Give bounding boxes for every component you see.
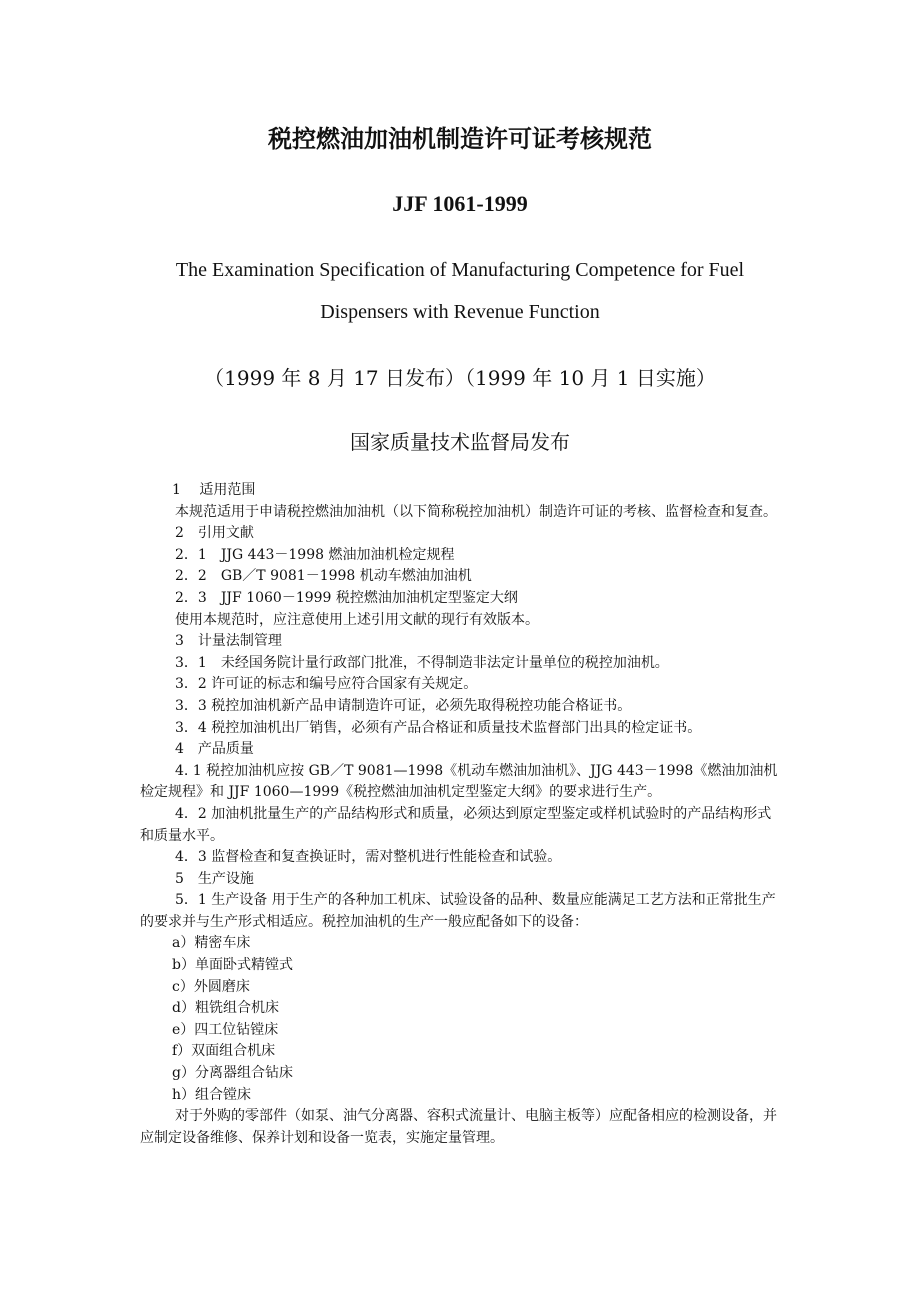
equipment-item: f）双面组合机床 xyxy=(172,1043,276,1060)
section-2-heading: 2 引用文献 xyxy=(175,525,254,542)
publication-dates: （1999 年 8 月 17 日发布）（1999 年 10 月 1 日实施） xyxy=(204,366,716,390)
clause-3-3: 3．3 税控加油机新产品申请制造许可证，必须先取得税控功能合格证书。 xyxy=(175,697,632,714)
section-2-note: 使用本规范时，应注意使用上述引用文献的现行有效版本。 xyxy=(175,611,539,628)
equipment-item: g）分离器组合钻床 xyxy=(172,1065,293,1082)
english-title-line-2: Dispensers with Revenue Function xyxy=(320,301,600,323)
publisher-line: 国家质量技术监督局发布 xyxy=(350,430,570,454)
clause-3-4: 3．4 税控加油机出厂销售，必须有产品合格证和质量技术监督部门出具的检定证书。 xyxy=(175,719,702,736)
section-1-text: 本规范适用于申请税控燃油加油机（以下简称税控加油机）制造许可证的考核、监督检查和复查。 xyxy=(175,503,777,520)
standard-code: JJF 1061-1999 xyxy=(392,191,528,216)
clause-2-3: 2．3 JJF 1060－1999 税控燃油加油机定型鉴定大纲 xyxy=(175,589,518,606)
section-3-heading: 3 计量法制管理 xyxy=(175,633,282,650)
equipment-item: e）四工位钻镗床 xyxy=(172,1021,279,1038)
clause-2-1: 2．1 JJG 443－1998 燃油加油机检定规程 xyxy=(175,546,455,563)
clause-3-2: 3．2 许可证的标志和编号应符合国家有关规定。 xyxy=(175,676,478,693)
english-title-line-1: The Examination Specification of Manufacturing Competence for Fuel xyxy=(175,259,745,281)
equipment-item: b）单面卧式精镗式 xyxy=(172,957,293,974)
equipment-item: a）精密车床 xyxy=(172,935,251,952)
equipment-item: c）外圆磨床 xyxy=(172,978,250,995)
section-4-heading: 4 产品质量 xyxy=(175,741,254,758)
document-title: 税控燃油加油机制造许可证考核规范 xyxy=(268,124,652,153)
equipment-item: d）粗铣组合机床 xyxy=(172,1000,279,1017)
clause-4-1: 4. 1 税控加油机应按 GB／T 9081—1998《机动车燃油加油机》、JJG 443－1998《燃油加油机检定规程》和 JJF 1060—1999《税控燃油加油机定型鉴定大纲》的要求进行生产。 xyxy=(140,762,778,801)
clause-2-2: 2．2 GB／T 9081－1998 机动车燃油加油机 xyxy=(175,568,472,585)
section-1-heading: 1 适用范围 xyxy=(172,482,256,498)
clause-4-2: 4．2 加油机批量生产的产品结构形式和质量，必须达到原定型鉴定或样机试验时的产品结构形式和质量水平。 xyxy=(140,805,772,844)
clause-3-1: 3．1 未经国务院计量行政部门批准，不得制造非法定计量单位的税控加油机。 xyxy=(175,654,669,671)
section-5-note: 对于外购的零部件（如泵、油气分离器、容积式流量计、电脑主板等）应配备相应的检测设备，并应制定设备维修、保养计划和设备一览表，实施定量管理。 xyxy=(140,1108,777,1146)
clause-4-3: 4．3 监督检查和复查换证时，需对整机进行性能检查和试验。 xyxy=(175,849,562,866)
section-5-heading: 5 生产设施 xyxy=(175,870,254,887)
document-body xyxy=(140,480,785,1149)
equipment-item: h）组合镗床 xyxy=(172,1086,252,1103)
clause-5-1: 5．1 生产设备 用于生产的各种加工机床、试验设备的品种、数量应能满足工艺方法和正常批生产的要求并与生产形式相适应。税控加油机的生产一般应配备如下的设备： xyxy=(140,892,776,930)
